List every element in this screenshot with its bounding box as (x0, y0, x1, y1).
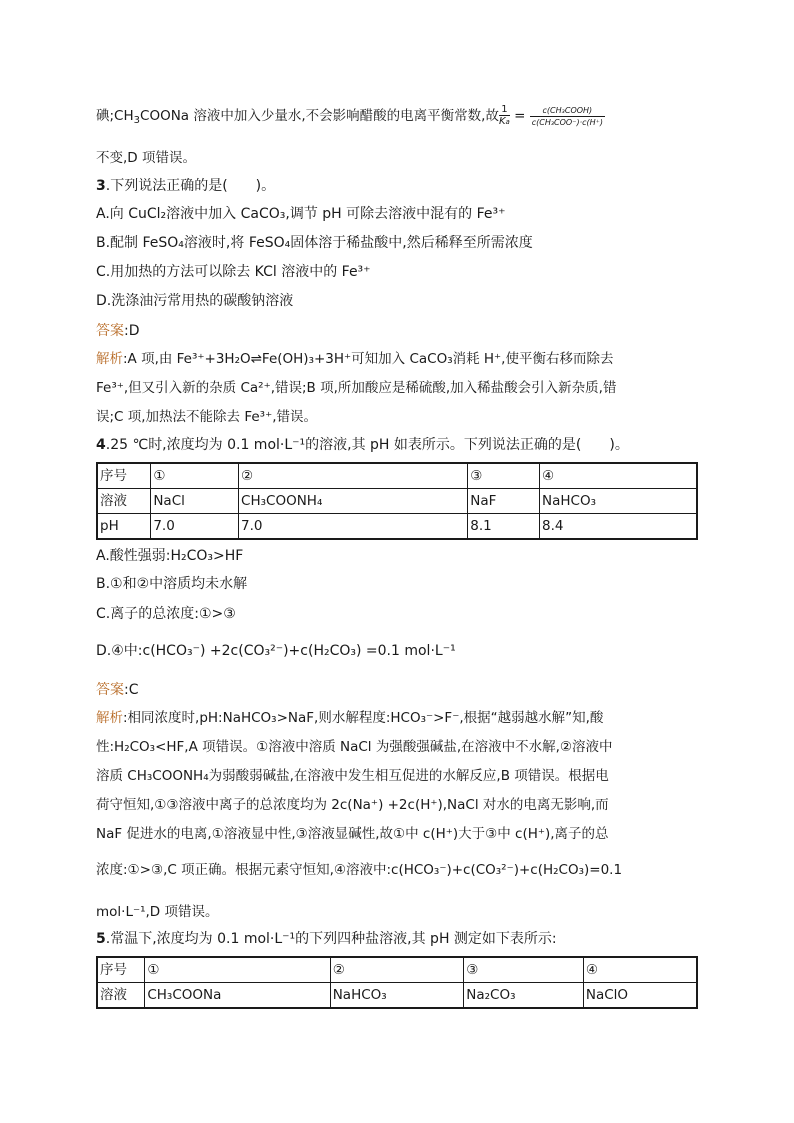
q4-answer-value: :C (124, 682, 139, 698)
q3-analysis-line-3: 误;C 项,加热法不能除去 Fe³⁺,错误。 (96, 409, 318, 425)
intro-line-2: 不变,D 项错误。 (96, 150, 196, 166)
ratio-fraction (530, 105, 605, 128)
q3-answer (96, 321, 140, 341)
q5-stem-text: .常温下,浓度均为 0.1 mol·L⁻¹的下列四种盐溶液,其 pH 测定如下表所示: (105, 931, 557, 947)
intro-line-1: 碘$;CH_3COONa$ 溶液中加入少量水,不会影响醋酸的电离平衡常数,故 $\frac{1}{Ka}$ = $\frac{\text{c(CH₃COOH)}}{\text{c(CH₃COO⁻)·c(H⁺)}}$ (96, 104, 603, 127)
table-row (97, 957, 697, 983)
q3-stem-text: .下列说法正确的是( )。 (105, 178, 276, 194)
q3-stem (96, 176, 275, 196)
q3-option-c: C.用加热的方法可以除去 KCl 溶液中的 Fe³⁺ (96, 264, 371, 280)
intro-text-mid: COONa 溶液中加入少量水,不会影响醋酸的电离平衡常数,故 (140, 108, 499, 124)
q4-analysis-line-4: 荷守恒知,①③溶液中离子的总浓度均为 2c(Na⁺) +2c(H⁺),NaCl 对水的电离无影响,而 (96, 797, 609, 813)
q4-analysis-line-7: mol·L⁻¹,D 项错误。 (96, 904, 219, 920)
q3-option-b: B.配制 FeSO₄溶液时,将 FeSO₄固体溶于稀盐酸中,然后稀释至所需浓度 (96, 235, 533, 251)
q4-option-a: A.酸性强弱:H₂CO₃>HF (96, 548, 244, 564)
table-row (97, 514, 697, 540)
table-cell: ④ (540, 463, 698, 489)
q5-stem (96, 929, 557, 949)
q4-answer (96, 680, 139, 700)
table-cell: NaF (468, 489, 540, 514)
table-cell: 7.0 (239, 514, 468, 540)
q4-option-b: B.①和②中溶质均未水解 (96, 576, 248, 592)
table-cell: NaCl (151, 489, 239, 514)
ratio-numerator: c(CH₃COOH) (530, 105, 605, 117)
q4-stem-text: .25 ℃时,浓度均为 0.1 mol·L⁻¹的溶液,其 pH 如表所示。下列说法正确的是( )。 (105, 437, 629, 453)
q4-ph-table (96, 462, 698, 540)
ratio-denominator: c(CH₃COO⁻)·c(H⁺) (531, 117, 603, 127)
q3-analysis-line-2: Fe³⁺,但又引入新的杂质 Ca²⁺,错误;B 项,所加酸应是稀硫酸,加入稀盐酸会引入新杂质,错 (96, 380, 617, 396)
table-cell: 溶液 (97, 983, 145, 1009)
table-cell: NaClO (583, 983, 697, 1009)
q3-analysis-line-1: 解析:A 项,由 Fe³⁺+3H₂O⇌Fe(OH)₃+3H⁺可知加入 CaCO₃消耗 H⁺,使平衡右移而除去 (96, 351, 614, 367)
q5-number: 5 (96, 931, 106, 947)
table-cell: 7.0 (151, 514, 239, 540)
intro-text-pre: 碘;CH (96, 108, 134, 124)
q4-option-c: C.离子的总浓度:①>③ (96, 606, 236, 622)
q4-number: 4 (96, 437, 106, 453)
table-cell: NaHCO₃ (330, 983, 464, 1009)
q4-analysis-line-3: 溶质 CH₃COONH₄为弱酸弱碱盐,在溶液中发生相互促进的水解反应,B 项错误。根据电 (96, 768, 609, 784)
table-cell: Na₂CO₃ (464, 983, 584, 1009)
q3-number: 3 (96, 178, 106, 194)
table-cell: 8.4 (540, 514, 698, 540)
q4-stem (96, 435, 629, 455)
q4-analysis-line-2: 性:H₂CO₃<HF,A 项错误。①溶液中溶质 NaCl 为强酸强碱盐,在溶液中不水解,②溶液中 (96, 739, 613, 755)
table-cell: ① (151, 463, 239, 489)
q3-answer-value: :D (124, 323, 140, 339)
table-cell: CH₃COONH₄ (239, 489, 468, 514)
table-row (97, 463, 697, 489)
table-cell: 序号 (97, 463, 151, 489)
q3-option-d: D.洗涤油污常用热的碳酸钠溶液 (96, 293, 294, 309)
table-cell: ② (239, 463, 468, 489)
table-cell: ① (145, 957, 330, 983)
table-cell: NaHCO₃ (540, 489, 698, 514)
table-cell: ② (330, 957, 464, 983)
table-cell: ③ (468, 463, 540, 489)
q4-analysis-line-5: NaF 促进水的电离,①溶液显中性,③溶液显碱性,故①中 c(H⁺)大于③中 c(H⁺),离子的总 (96, 826, 609, 842)
ka-fraction: $\frac{1}{Ka}$ (498, 104, 510, 127)
q3-option-a: A.向 CuCl₂溶液中加入 CaCO₃,调节 pH 可除去溶液中混有的 Fe³⁺ (96, 206, 506, 222)
table-cell: pH (97, 514, 151, 540)
table-cell: ④ (583, 957, 697, 983)
table-cell: 序号 (97, 957, 145, 983)
table-cell: 溶液 (97, 489, 151, 514)
table-row (97, 489, 697, 514)
table-cell: 8.1 (468, 514, 540, 540)
table-cell: CH₃COONa (145, 983, 330, 1009)
q3-analysis-label: 解析 (96, 351, 123, 367)
q3-answer-label: 答案 (96, 323, 124, 339)
q4-option-d: D.④中:c(HCO₃⁻) +2c(CO₃²⁻)+c(H₂CO₃) =0.1 mol·L⁻¹ (96, 643, 456, 659)
q4-answer-label: 答案 (96, 682, 124, 698)
q4-analysis-line-6: 浓度:①>③,C 项正确。根据元素守恒知,④溶液中:c(HCO₃⁻)+c(CO₃²⁻)+c(H₂CO₃)=0.1 (96, 862, 623, 878)
q5-salt-table (96, 956, 698, 1009)
table-row (97, 983, 697, 1009)
q4-analysis-line-1: 解析:相同浓度时,pH:NaHCO₃>NaF,则水解程度:HCO₃⁻>F⁻,根据“越弱越水解”知,酸 (96, 710, 604, 726)
table-cell: ③ (464, 957, 584, 983)
q4-analysis-label: 解析 (96, 710, 123, 726)
